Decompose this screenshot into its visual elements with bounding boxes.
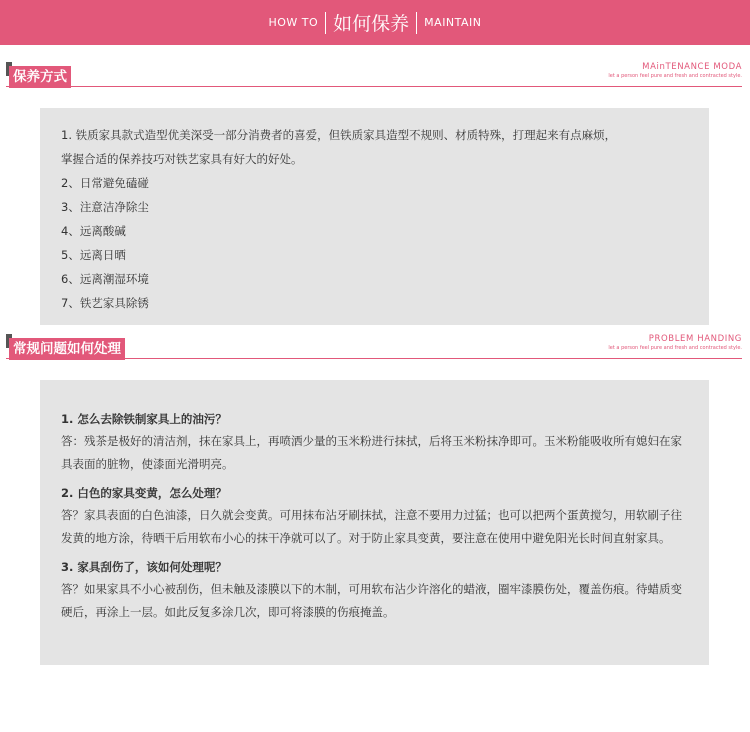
answer: 答？如果家具不小心被刮伤，但未触及漆膜以下的木制，可用软布沾少许溶化的蜡液，圈牢漆膜伤处，覆盖伤痕。待蜡质变硬后，再涂上一层。如此反复多涂几次，即可将漆膜的伤痕掩盖。 (61, 582, 682, 619)
section-title: 常规问题如何处理 (9, 338, 125, 360)
list-item: 4、远离酸碱 (61, 224, 126, 238)
list-item: 5、远离日晒 (61, 248, 126, 262)
list-item: 2、日常避免磕碰 (61, 176, 149, 190)
section-en-subtitle: let a person feel pure and fresh and contracted style. (608, 73, 742, 79)
answer: 答：残茶是极好的清洁剂，抹在家具上，再喷洒少量的玉米粉进行抹拭，后将玉米粉抹净即可。玉米粉能吸收所有媳妇在家具表面的脏物，使漆面光滑明亮。 (61, 434, 682, 471)
list-item: 6、远离潮湿环境 (61, 272, 149, 286)
section-title: 保养方式 (9, 66, 71, 88)
question: 1. 怎么去除铁制家具上的油污？ (61, 412, 227, 426)
list-item: 7、铁艺家具除锈 (61, 296, 149, 310)
section-en-title: PROBLEM HANDING (648, 334, 742, 344)
section-en-title: MAinTENANCE MODA (642, 62, 742, 72)
question: 2. 白色的家具变黄，怎么处理？ (61, 486, 227, 500)
banner-title: 如何保养 (333, 13, 410, 35)
banner-divider-left (325, 12, 326, 34)
answer: 答？家具表面的白色油漆，日久就会变黄。可用抹布沾牙刷抹拭，注意不要用力过猛；也可以把两个蛋黄搅匀，用软刷子往发黄的地方涂，待晒干后用软布小心的抹干净就可以了。对于防止家具变黄，要注意在使用中避免阳光长时间直射家具。 (61, 508, 682, 545)
list-item: 掌握合适的保养技巧对铁艺家具有好大的好处。 (61, 152, 303, 166)
section-divider-line (6, 86, 742, 87)
list-item: 1. 铁质家具款式造型优美深受一部分消费者的喜爱，但铁质家具造型不规则、材质特殊，打理起来有点麻烦， (61, 128, 617, 142)
maintenance-list (40, 108, 709, 315)
section-header-maintenance (0, 62, 750, 96)
qa-list (40, 380, 709, 623)
section-header-problems (0, 334, 750, 368)
section-en-subtitle: let a person feel pure and fresh and contracted style. (608, 345, 742, 351)
banner-right-text: MAINTAIN (424, 16, 482, 29)
header-banner (0, 0, 750, 45)
list-item: 3、注意洁净除尘 (61, 200, 149, 214)
question: 3. 家具刮伤了，该如何处理呢？ (61, 560, 227, 574)
problems-panel (40, 380, 709, 665)
banner-divider-right (416, 12, 417, 34)
maintenance-panel (40, 108, 709, 325)
banner-left-text: HOW TO (268, 16, 319, 29)
